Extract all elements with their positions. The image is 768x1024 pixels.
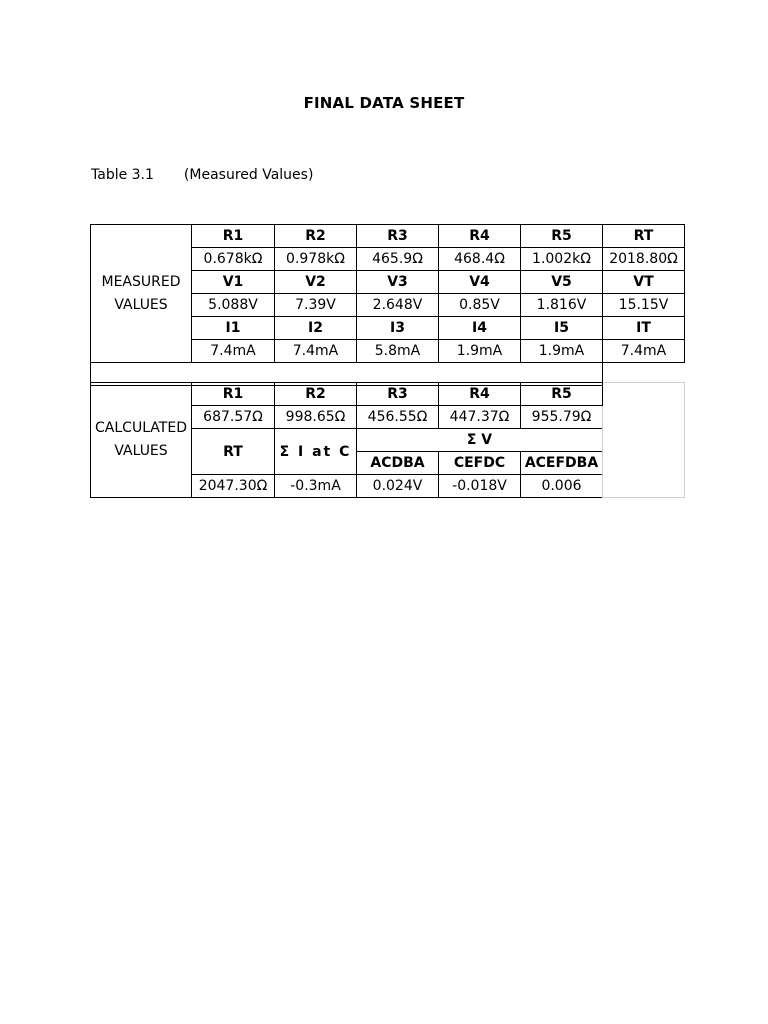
table-header-cell: R5: [521, 225, 603, 248]
table-caption: [91, 167, 313, 183]
table-header-cell: I2: [275, 317, 357, 340]
table-cell: 7.39V: [275, 294, 357, 317]
caption-label: Table 3.1: [91, 167, 154, 183]
table-cell: 2.648V: [357, 294, 439, 317]
table-cell: 5.088V: [192, 294, 275, 317]
table-header-cell: IT: [603, 317, 685, 340]
empty-cell: [603, 383, 685, 498]
table-cell: 0.024V: [357, 475, 439, 498]
table-cell: 447.37Ω: [439, 406, 521, 429]
table-cell: 5.8mA: [357, 340, 439, 363]
table-cell: 7.4mA: [275, 340, 357, 363]
table-row: [91, 225, 685, 248]
table-header-cell: R4: [439, 383, 521, 406]
table-header-cell: R3: [357, 383, 439, 406]
table-header-cell: R5: [521, 383, 603, 406]
table-cell: 465.9Ω: [357, 248, 439, 271]
table-cell: -0.018V: [439, 475, 521, 498]
group-label-line: VALUES: [114, 296, 168, 313]
table-cell: 0.978kΩ: [275, 248, 357, 271]
table-header-cell: ACDBA: [357, 452, 439, 475]
table-header-cell: V5: [521, 271, 603, 294]
table-cell: 0.006: [521, 475, 603, 498]
table-header-cell: R1: [192, 225, 275, 248]
measured-group-label: [91, 225, 192, 363]
table-header-cell: CEFDC: [439, 452, 521, 475]
table-cell: 1.002kΩ: [521, 248, 603, 271]
table-header-cell: R3: [357, 225, 439, 248]
table-cell: 1.816V: [521, 294, 603, 317]
calculated-group-label: [91, 383, 192, 498]
table-header-cell: RT: [603, 225, 685, 248]
table-cell: 0.85V: [439, 294, 521, 317]
table-row: [91, 383, 685, 406]
table-cell: 0.678kΩ: [192, 248, 275, 271]
group-label-line: CALCULATED: [95, 420, 187, 436]
table-cell: 955.79Ω: [521, 406, 603, 429]
table-header-cell: VT: [603, 271, 685, 294]
table-header-cell: V1: [192, 271, 275, 294]
table-header-cell: ACEFDBA: [521, 452, 603, 475]
table-cell: 7.4mA: [603, 340, 685, 363]
table-cell: 468.4Ω: [439, 248, 521, 271]
table-cell: 7.4mA: [192, 340, 275, 363]
table-header-cell: I3: [357, 317, 439, 340]
table-header-cell: R1: [192, 383, 275, 406]
table-header-cell: R4: [439, 225, 521, 248]
page-title: FINAL DATA SHEET: [303, 94, 465, 112]
measured-values-table: [90, 224, 685, 386]
table-cell: 456.55Ω: [357, 406, 439, 429]
table-header-cell: Σ I at C: [275, 429, 357, 475]
table-header-cell: R2: [275, 225, 357, 248]
table-header-cell: V4: [439, 271, 521, 294]
table-header-cell: RT: [192, 429, 275, 475]
caption-description: (Measured Values): [183, 167, 314, 183]
table-header-cell: I4: [439, 317, 521, 340]
table-cell: -0.3mA: [275, 475, 357, 498]
table-cell: 2047.30Ω: [192, 475, 275, 498]
group-label-line: MEASURED: [101, 273, 181, 290]
table-cell: 2018.80Ω: [603, 248, 685, 271]
table-cell: 1.9mA: [521, 340, 603, 363]
table-header-cell: I5: [521, 317, 603, 340]
table-cell: 15.15V: [603, 294, 685, 317]
group-label-line: VALUES: [114, 443, 168, 459]
table-header-cell: V3: [357, 271, 439, 294]
table-header-cell: I1: [192, 317, 275, 340]
table-header-cell: R2: [275, 383, 357, 406]
table-header-cell: Σ V: [357, 429, 603, 452]
table-cell: 1.9mA: [439, 340, 521, 363]
calculated-values-table: [90, 382, 685, 498]
table-cell: 687.57Ω: [192, 406, 275, 429]
table-cell: 998.65Ω: [275, 406, 357, 429]
table-header-cell: V2: [275, 271, 357, 294]
